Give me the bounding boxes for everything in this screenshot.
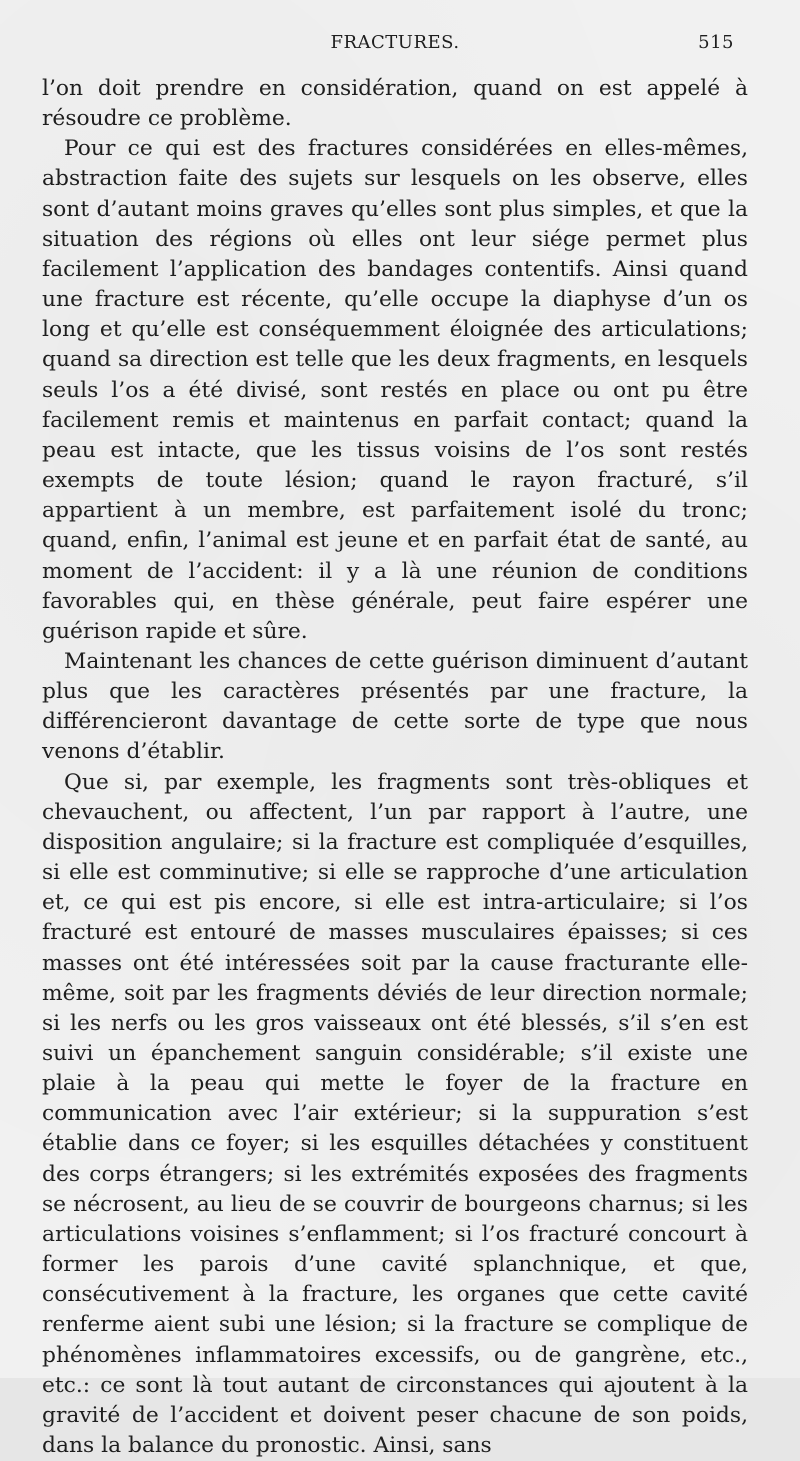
paragraph: Maintenant les chances de cette guérison diminuent d’autant plus que les caractères présentés par une fracture, la différencieront davantage de cette sorte de type que nous venons d’établir. [42,648,748,765]
running-title: FRACTURES. [330,32,460,53]
paragraph: Que si, par exemple, les fragments sont très-obliques et chevauchent, ou affectent, l’un par rapport à l’autre, une disposition angulaire; si la fracture est compliquée d’esquilles, si elle est comminutive; si elle se rapproche d’une articulation et, ce qui est pis encore, si elle est intra-articulaire; si l’os fracturé est entouré de masses musculaires épaisses; si ces masses ont été intéressées soit par la cause fracturante elle-même, soit par les fragments déviés de leur direction normale; si les nerfs ou les gros vaisseaux ont été blessés, s’il s’en est suivi un épanchement sanguin considérable; s’il existe une plaie à la peau qui mette le foyer de la fracture en communication avec l’air extérieur; si la suppuration s’est établie dans ce foyer; si les esquilles détachées y constituent des corps étrangers; si les extrémités exposées des fragments se nécrosent, au lieu de se couvrir de bourgeons charnus; si les articulations voisines s’enflamment; si l’os fracturé concourt à former les parois d’une cavité splanchnique, et que, consécutivement à la fracture, les organes que cette cavité renferme aient subi une lésion; si la fracture se complique de phénomènes inflammatoires excessifs, ou de gangrène, etc., etc.: ce sont là tout autant de circonstances qui ajoutent à la gravité de l’accident et doivent peser chacune de son poids, dans la balance du pronostic. Ainsi, sans [42,769,748,1459]
body-text [42,74,748,1461]
page-number: 515 [698,32,734,53]
paragraph-continued: l’on doit prendre en considération, quand on est appelé à résoudre ce problème. [42,76,748,132]
paragraph: Pour ce qui est des fractures considérées en elles-mêmes, abstraction faite des sujets sur lesquels on les observe, elles sont d’autant moins graves qu’elles sont plus simples, et que la situation des régions où elles ont leur siége permet plus facilement l’application des bandages contentifs. Ainsi quand une fracture est récente, qu’elle occupe la diaphyse d’un os long et qu’elle est conséquemment éloignée des articulations; quand sa direction est telle que les deux fragments, en lesquels seuls l’os a été divisé, sont restés en place ou ont pu être facilement remis et maintenus en parfait contact; quand la peau est intacte, que les tissus voisins de l’os sont restés exempts de toute lésion; quand le rayon fracturé, s’il appartient à un membre, est parfaitement isolé du tronc; quand, enfin, l’animal est jeune et en parfait état de santé, au moment de l’accident: il y a là une réunion de conditions favorables qui, en thèse générale, peut faire espérer une guérison rapide et sûre. [42,136,748,644]
running-head [42,30,748,62]
